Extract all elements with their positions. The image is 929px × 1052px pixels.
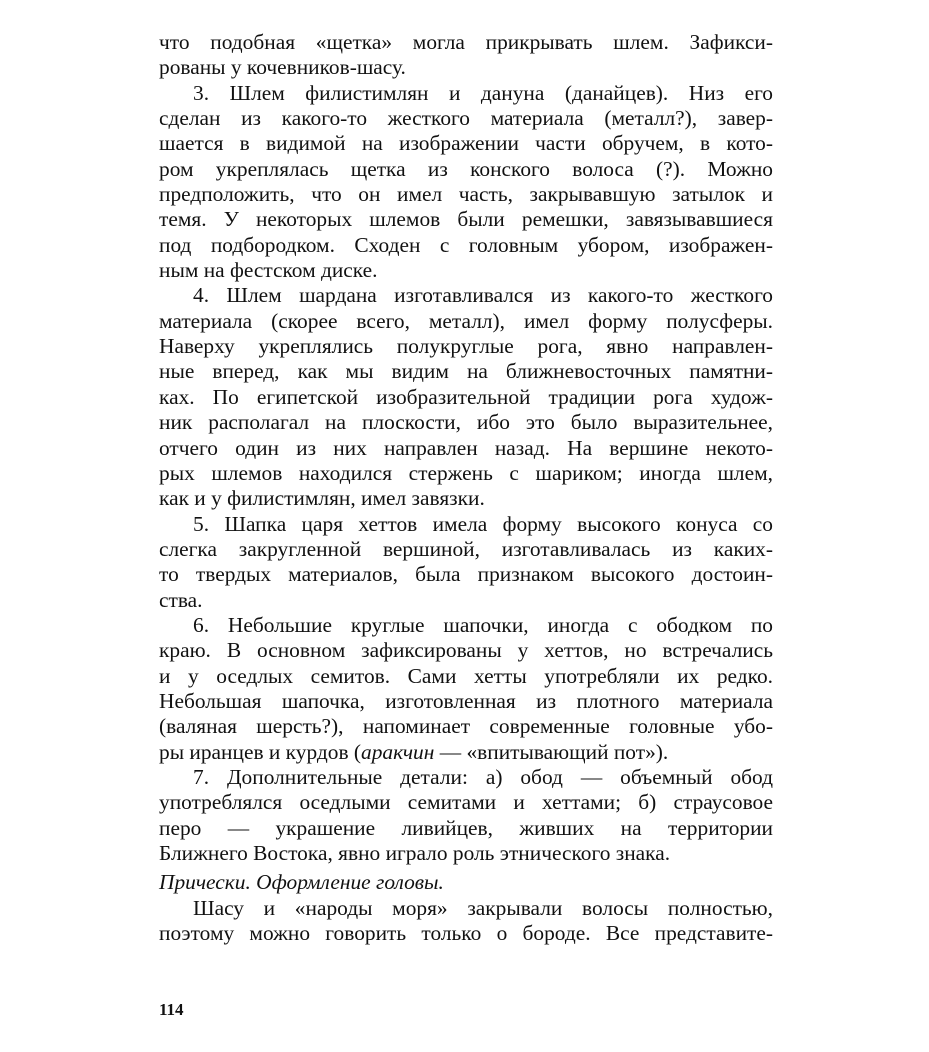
paragraph-item-3 xyxy=(159,81,773,284)
text-line: ные вперед, как мы видим на ближневосточных памятни- xyxy=(159,359,773,384)
paragraph-item-7 xyxy=(159,765,773,866)
text-line: (валяная шерсть?), напоминает современные головные убо- xyxy=(159,714,773,739)
text-line: 5. Шапка царя хеттов имела форму высокого конуса со xyxy=(193,511,773,536)
text-line: отчего один из них направлен назад. На вершине некото- xyxy=(159,435,773,460)
page-number: 114 xyxy=(159,1000,184,1019)
italic-term: аракчин xyxy=(361,739,435,764)
paragraph-item-6 xyxy=(159,613,773,765)
paragraph-item-4 xyxy=(159,283,773,511)
text-line: Наверху укреплялись полукруглые рога, явно направлен- xyxy=(159,334,773,359)
text-line: шается в видимой на изображении части обручем, в кото- xyxy=(159,131,773,156)
text-line: ным на фестском диске. xyxy=(159,258,378,283)
text-line xyxy=(159,740,773,765)
paragraph-final xyxy=(159,896,773,947)
text-line: краю. В основном зафиксированы у хеттов, но встречались xyxy=(159,638,773,663)
text-line: перо — украшение ливийцев, живших на территории xyxy=(159,815,773,840)
section-subheading: Прически. Оформление головы. xyxy=(159,870,444,895)
text-line: рованы у кочевников-шасу. xyxy=(159,55,406,80)
text-line: сделан из какого-то жесткого материала (металл?), завер- xyxy=(159,106,773,131)
text-line: Ближнего Востока, явно играло роль этнического знака. xyxy=(159,841,671,865)
text-line: ник располагал на плоскости, ибо это было выразительнее, xyxy=(159,410,773,435)
text-fragment: ры иранцев и курдов ( xyxy=(159,739,362,764)
text-line: темя. У некоторых шлемов были ремешки, завязывавшиеся xyxy=(159,207,773,232)
text-line: 4. Шлем шардана изготавливался из какого-то жесткого xyxy=(193,283,773,308)
text-line: ства. xyxy=(159,587,203,612)
text-line: что подобная «щетка» могла прикрывать шлем. Зафикси- xyxy=(159,30,773,54)
text-line: рых шлемов находился стержень с шариком; иногда шлем, xyxy=(159,460,773,485)
text-line: предположить, что он имел часть, закрывавшую затылок и xyxy=(159,182,773,207)
text-line: Небольшая шапочка, изготовленная из плотного материала xyxy=(159,688,773,713)
paragraph-item-5 xyxy=(159,512,773,613)
text-line: слегка закругленной вершиной, изготавливалась из каких- xyxy=(159,536,773,561)
text-line: 7. Дополнительные детали: а) обод — объемный обод xyxy=(193,764,773,789)
text-line: под подбородком. Сходен с головным убором, изображен- xyxy=(159,232,773,257)
page-body xyxy=(159,30,773,946)
text-fragment: — «впитывающий пот»). xyxy=(434,739,669,764)
text-line: 6. Небольшие круглые шапочки, иногда с ободком по xyxy=(193,612,773,637)
text-line: материала (скорее всего, металл), имел форму полусферы. xyxy=(159,308,773,333)
text-line: Шасу и «народы моря» закрывали волосы полностью, xyxy=(193,895,773,920)
text-line: употреблялся оседлыми семитами и хеттами; б) страусовое xyxy=(159,790,773,815)
text-line: поэтому можно говорить только о бороде. Все представите- xyxy=(159,921,773,946)
text-line: и у оседлых семитов. Сами хетты употребляли их редко. xyxy=(159,663,773,688)
text-line: то твердых материалов, была признаком высокого достоин- xyxy=(159,562,773,587)
paragraph-continuation xyxy=(159,30,773,81)
text-line: ром укреплялась щетка из конского волоса (?). Можно xyxy=(159,156,773,181)
text-line: 3. Шлем филистимлян и дануна (данайцев). Низ его xyxy=(193,80,773,105)
text-line: ках. По египетской изобразительной традиции рога худож- xyxy=(159,384,773,409)
text-line: как и у филистимлян, имел завязки. xyxy=(159,486,485,511)
